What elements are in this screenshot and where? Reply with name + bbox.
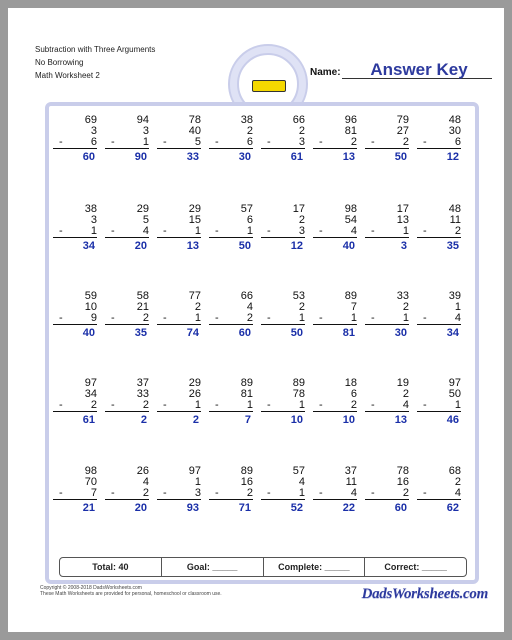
minuend: 48 xyxy=(448,203,461,215)
answer: 10 xyxy=(290,414,303,426)
subtrahend-2: 3 xyxy=(194,487,201,499)
minuend: 97 xyxy=(84,377,97,389)
answer: 3 xyxy=(400,240,407,252)
minus-sign: - xyxy=(163,487,167,499)
subtrahend-1: 1 xyxy=(194,476,201,488)
answer: 50 xyxy=(238,240,251,252)
subtrahend-1: 2 xyxy=(298,125,305,137)
answer: 46 xyxy=(446,414,459,426)
minuend: 29 xyxy=(136,203,149,215)
minuend: 69 xyxy=(84,114,97,126)
problem-item xyxy=(209,378,253,427)
subtrahend-2-row xyxy=(53,400,97,412)
answer: 20 xyxy=(134,240,147,252)
minus-sign: - xyxy=(319,136,323,148)
subtrahend-2-row xyxy=(261,137,305,149)
answer: 90 xyxy=(134,151,147,163)
answer: 33 xyxy=(186,151,199,163)
answer: 74 xyxy=(186,327,199,339)
subtrahend-2-row xyxy=(261,313,305,325)
problem-item xyxy=(157,204,201,253)
subtrahend-1: 11 xyxy=(449,214,461,226)
problem-item xyxy=(209,204,253,253)
problem-item xyxy=(105,204,149,253)
minus-sign: - xyxy=(267,487,271,499)
minuend: 66 xyxy=(240,290,253,302)
minus-sign: - xyxy=(267,312,271,324)
subtrahend-1: 2 xyxy=(194,301,201,313)
minuend: 58 xyxy=(136,290,149,302)
problem-item xyxy=(157,291,201,340)
subtrahend-1: 11 xyxy=(345,476,357,488)
subtrahend-2: 2 xyxy=(402,136,409,148)
minuend: 57 xyxy=(240,203,253,215)
answer: 35 xyxy=(446,240,459,252)
problem-item xyxy=(365,115,409,164)
subtrahend-2-row xyxy=(313,137,357,149)
problem-item xyxy=(53,466,97,515)
minuend: 59 xyxy=(84,290,97,302)
minus-sign: - xyxy=(111,136,115,148)
minuend: 68 xyxy=(448,465,461,477)
answer-key-title: Answer Key xyxy=(370,60,468,79)
problem-item xyxy=(105,466,149,515)
minus-sign: - xyxy=(59,487,63,499)
subtrahend-2: 6 xyxy=(246,136,253,148)
problem-item xyxy=(157,115,201,164)
answer: 34 xyxy=(446,327,459,339)
minuend: 89 xyxy=(240,465,253,477)
minus-sign: - xyxy=(215,399,219,411)
minuend: 77 xyxy=(188,290,201,302)
subtrahend-2: 2 xyxy=(350,399,357,411)
usage-notice: These Math Worksheets are provided for personal, homeschool or classroom use. xyxy=(40,591,222,597)
minuend: 29 xyxy=(188,377,201,389)
answer: 13 xyxy=(342,151,355,163)
problem-item xyxy=(105,291,149,340)
minus-sign: - xyxy=(423,399,427,411)
subtrahend-2: 2 xyxy=(402,487,409,499)
minuend: 79 xyxy=(396,114,409,126)
subtrahend-2: 4 xyxy=(402,399,409,411)
subtrahend-2: 4 xyxy=(454,487,461,499)
score-complete: Complete: _____ xyxy=(264,558,366,576)
subtrahend-2: 2 xyxy=(142,487,149,499)
minuend: 57 xyxy=(292,465,305,477)
subtrahend-1: 81 xyxy=(240,388,253,400)
problem-item xyxy=(157,466,201,515)
minus-sign: - xyxy=(215,136,219,148)
minuend: 98 xyxy=(84,465,97,477)
minuend: 19 xyxy=(396,377,409,389)
subtrahend-2: 1 xyxy=(350,312,357,324)
problem-item xyxy=(261,378,305,427)
problem-item xyxy=(157,378,201,427)
subtrahend-2-row xyxy=(261,400,305,412)
subtrahend-2: 2 xyxy=(246,487,253,499)
subtrahend-1: 6 xyxy=(246,214,253,226)
problem-item xyxy=(261,291,305,340)
problem-item xyxy=(261,466,305,515)
subtrahend-2-row xyxy=(53,226,97,238)
subtrahend-2-row xyxy=(209,226,253,238)
problem-item xyxy=(105,115,149,164)
minuend: 66 xyxy=(292,114,305,126)
minuend: 29 xyxy=(188,203,201,215)
subtrahend-1: 4 xyxy=(142,476,149,488)
minus-sign: - xyxy=(319,312,323,324)
subtrahend-2-row xyxy=(209,400,253,412)
minus-sign: - xyxy=(111,312,115,324)
subtrahend-1: 21 xyxy=(136,301,149,313)
subtrahend-1: 2 xyxy=(246,125,253,137)
minuend: 38 xyxy=(240,114,253,126)
subtrahend-1: 78 xyxy=(292,388,305,400)
subtrahend-2-row xyxy=(105,313,149,325)
minus-sign: - xyxy=(319,399,323,411)
subtrahend-2: 1 xyxy=(194,399,201,411)
subtrahend-1: 10 xyxy=(84,301,97,313)
problem-item xyxy=(53,378,97,427)
worksheet-title: Subtraction with Three Arguments xyxy=(35,45,156,54)
answer: 40 xyxy=(82,327,95,339)
answer: 61 xyxy=(290,151,303,163)
problem-item xyxy=(417,115,461,164)
subtrahend-2: 4 xyxy=(142,225,149,237)
minuend: 39 xyxy=(448,290,461,302)
minus-sign: - xyxy=(163,312,167,324)
minuend: 78 xyxy=(396,465,409,477)
minus-sign: - xyxy=(163,225,167,237)
answer: 62 xyxy=(446,502,459,514)
minus-sign: - xyxy=(215,312,219,324)
subtrahend-1: 4 xyxy=(298,476,305,488)
problem-item xyxy=(209,115,253,164)
minus-sign: - xyxy=(59,312,63,324)
minus-sign: - xyxy=(267,399,271,411)
minuend: 94 xyxy=(136,114,149,126)
subtrahend-1: 3 xyxy=(90,125,97,137)
answer: 2 xyxy=(140,414,147,426)
score-bar xyxy=(59,557,467,577)
problem-item xyxy=(313,204,357,253)
subtrahend-2-row xyxy=(209,137,253,149)
subtrahend-1: 2 xyxy=(402,301,409,313)
minuend: 89 xyxy=(240,377,253,389)
subtrahend-2-row xyxy=(365,488,409,500)
subtrahend-1: 2 xyxy=(298,214,305,226)
subtrahend-1: 1 xyxy=(454,301,461,313)
minuend: 89 xyxy=(292,377,305,389)
subtrahend-2-row xyxy=(105,226,149,238)
minuend: 98 xyxy=(344,203,357,215)
problem-item xyxy=(209,291,253,340)
problem-item xyxy=(53,204,97,253)
subtrahend-1: 50 xyxy=(448,388,461,400)
subtrahend-1: 27 xyxy=(396,125,409,137)
minus-sign: - xyxy=(59,225,63,237)
minus-sign: - xyxy=(111,487,115,499)
problem-item xyxy=(365,291,409,340)
answer: 30 xyxy=(238,151,251,163)
answer: 34 xyxy=(82,240,95,252)
problem-item xyxy=(365,466,409,515)
subtrahend-2: 1 xyxy=(298,312,305,324)
subtrahend-1: 7 xyxy=(350,301,357,313)
minuend: 96 xyxy=(344,114,357,126)
subtrahend-2: 1 xyxy=(142,136,149,148)
answer: 50 xyxy=(394,151,407,163)
answer: 12 xyxy=(290,240,303,252)
minuend: 17 xyxy=(292,203,305,215)
minuend: 17 xyxy=(396,203,409,215)
score-correct: Correct: _____ xyxy=(384,562,447,572)
subtrahend-2: 5 xyxy=(194,136,201,148)
subtrahend-1: 13 xyxy=(396,214,409,226)
answer: 10 xyxy=(342,414,355,426)
subtrahend-1: 81 xyxy=(344,125,357,137)
subtrahend-2-row xyxy=(365,137,409,149)
answer: 20 xyxy=(134,502,147,514)
name-label: Name: xyxy=(310,67,341,78)
problem-item xyxy=(365,378,409,427)
subtrahend-2-row xyxy=(105,400,149,412)
subtrahend-2-row xyxy=(53,488,97,500)
subtrahend-2: 1 xyxy=(298,399,305,411)
subtrahend-2: 9 xyxy=(90,312,97,324)
minus-sign: - xyxy=(267,136,271,148)
problem-item xyxy=(417,466,461,515)
answer: 61 xyxy=(82,414,95,426)
subtrahend-2-row xyxy=(365,400,409,412)
minus-sign: - xyxy=(163,399,167,411)
subtrahend-2: 1 xyxy=(246,399,253,411)
subtrahend-2: 4 xyxy=(350,487,357,499)
dadsworksheets-logo: DadsWorksheets.com xyxy=(361,586,488,602)
problem-item xyxy=(53,115,97,164)
minus-sign: - xyxy=(215,487,219,499)
problem-item xyxy=(313,378,357,427)
subtrahend-2: 3 xyxy=(298,225,305,237)
minuend: 78 xyxy=(188,114,201,126)
subtrahend-1: 15 xyxy=(188,214,201,226)
minuend: 97 xyxy=(448,377,461,389)
subtrahend-1: 26 xyxy=(188,388,201,400)
subtrahend-2-row xyxy=(313,488,357,500)
minus-sign: - xyxy=(267,225,271,237)
problem-item xyxy=(417,378,461,427)
answer: 60 xyxy=(238,327,251,339)
problem-item xyxy=(313,466,357,515)
minuend: 26 xyxy=(136,465,149,477)
minus-sign: - xyxy=(111,399,115,411)
subtrahend-2-row xyxy=(209,313,253,325)
minus-sign: - xyxy=(371,312,375,324)
problem-item xyxy=(53,291,97,340)
subtrahend-2: 4 xyxy=(454,312,461,324)
minus-sign: - xyxy=(319,487,323,499)
minus-sign: - xyxy=(371,225,375,237)
minuend: 48 xyxy=(448,114,461,126)
subtrahend-1: 2 xyxy=(298,301,305,313)
subtrahend-2-row xyxy=(157,226,201,238)
subtrahend-2: 7 xyxy=(90,487,97,499)
minus-sign: - xyxy=(319,225,323,237)
subtrahend-2-row xyxy=(53,137,97,149)
problem-item xyxy=(313,115,357,164)
problem-item xyxy=(417,291,461,340)
subtrahend-2: 1 xyxy=(402,225,409,237)
minuend: 37 xyxy=(344,465,357,477)
subtrahend-2-row xyxy=(261,226,305,238)
subtrahend-2: 2 xyxy=(142,399,149,411)
subtrahend-2-row xyxy=(209,488,253,500)
answer: 30 xyxy=(394,327,407,339)
answer: 13 xyxy=(394,414,407,426)
subtrahend-2-row xyxy=(53,313,97,325)
answer: 13 xyxy=(186,240,199,252)
subtrahend-2-row xyxy=(417,400,461,412)
subtrahend-1: 2 xyxy=(454,476,461,488)
subtrahend-2: 6 xyxy=(90,136,97,148)
subtrahend-1: 3 xyxy=(142,125,149,137)
subtrahend-2-row xyxy=(417,226,461,238)
answer: 60 xyxy=(82,151,95,163)
answer: 50 xyxy=(290,327,303,339)
subtrahend-1: 16 xyxy=(396,476,409,488)
subtrahend-2: 2 xyxy=(90,399,97,411)
subtrahend-2-row xyxy=(365,313,409,325)
subtrahend-1: 40 xyxy=(188,125,201,137)
problem-item xyxy=(261,204,305,253)
subtrahend-2: 2 xyxy=(350,136,357,148)
subtrahend-2-row xyxy=(313,400,357,412)
subtrahend-2-row xyxy=(261,488,305,500)
score-total: Total: 40 xyxy=(60,558,162,576)
problem-item xyxy=(209,466,253,515)
yellow-bar-icon xyxy=(252,80,286,92)
minus-sign: - xyxy=(423,487,427,499)
worksheet-page xyxy=(8,8,504,632)
worksheet-subtitle: No Borrowing xyxy=(35,58,84,67)
answer: 2 xyxy=(192,414,199,426)
subtrahend-2: 1 xyxy=(194,225,201,237)
subtrahend-2: 1 xyxy=(454,399,461,411)
subtrahend-1: 5 xyxy=(142,214,149,226)
subtrahend-2-row xyxy=(157,313,201,325)
subtrahend-2-row xyxy=(313,313,357,325)
subtrahend-1: 16 xyxy=(240,476,253,488)
minus-sign: - xyxy=(423,312,427,324)
problem-item xyxy=(261,115,305,164)
subtrahend-2: 1 xyxy=(298,487,305,499)
subtrahend-2: 3 xyxy=(298,136,305,148)
answer: 21 xyxy=(82,502,95,514)
answer: 60 xyxy=(394,502,407,514)
minus-sign: - xyxy=(371,136,375,148)
subtrahend-2: 6 xyxy=(454,136,461,148)
minus-sign: - xyxy=(371,399,375,411)
subtrahend-2: 1 xyxy=(402,312,409,324)
problem-item xyxy=(105,378,149,427)
subtrahend-2: 2 xyxy=(454,225,461,237)
minuend: 33 xyxy=(396,290,409,302)
subtrahend-1: 3 xyxy=(90,214,97,226)
subtrahend-1: 33 xyxy=(136,388,149,400)
answer: 40 xyxy=(342,240,355,252)
minus-sign: - xyxy=(215,225,219,237)
answer: 12 xyxy=(446,151,459,163)
minus-sign: - xyxy=(163,136,167,148)
worksheet-number: Math Worksheet 2 xyxy=(35,71,100,80)
problem-item xyxy=(417,204,461,253)
subtrahend-1: 4 xyxy=(246,301,253,313)
answer: 81 xyxy=(342,327,355,339)
subtrahend-2-row xyxy=(157,488,201,500)
subtrahend-1: 30 xyxy=(448,125,461,137)
answer: 52 xyxy=(290,502,303,514)
problem-item xyxy=(313,291,357,340)
minuend: 89 xyxy=(344,290,357,302)
score-goal: Goal: _____ xyxy=(162,558,264,576)
answer: 35 xyxy=(134,327,147,339)
answer: 7 xyxy=(244,414,251,426)
minus-sign: - xyxy=(423,136,427,148)
subtrahend-2-row xyxy=(313,226,357,238)
minus-sign: - xyxy=(111,225,115,237)
subtrahend-2: 1 xyxy=(90,225,97,237)
subtrahend-2: 1 xyxy=(246,225,253,237)
answer: 22 xyxy=(342,502,355,514)
subtrahend-2: 2 xyxy=(142,312,149,324)
answer: 71 xyxy=(238,502,251,514)
minus-sign: - xyxy=(371,487,375,499)
subtrahend-2-row xyxy=(157,137,201,149)
subtrahend-2-row xyxy=(105,137,149,149)
minus-sign: - xyxy=(59,399,63,411)
subtrahend-2-row xyxy=(417,488,461,500)
subtrahend-1: 6 xyxy=(350,388,357,400)
subtrahend-2: 2 xyxy=(246,312,253,324)
subtrahend-1: 54 xyxy=(344,214,357,226)
subtrahend-2-row xyxy=(157,400,201,412)
minus-sign: - xyxy=(59,136,63,148)
minuend: 37 xyxy=(136,377,149,389)
subtrahend-2: 4 xyxy=(350,225,357,237)
subtrahend-1: 2 xyxy=(402,388,409,400)
subtrahend-2-row xyxy=(417,313,461,325)
subtrahend-1: 70 xyxy=(84,476,97,488)
problem-item xyxy=(365,204,409,253)
copyright-text: Copyright © 2008-2018 DadsWorksheets.com xyxy=(40,585,142,591)
answer: 93 xyxy=(186,502,199,514)
subtrahend-2-row xyxy=(365,226,409,238)
subtrahend-2-row xyxy=(417,137,461,149)
subtrahend-2: 1 xyxy=(194,312,201,324)
minus-sign: - xyxy=(423,225,427,237)
minuend: 97 xyxy=(188,465,201,477)
minuend: 18 xyxy=(344,377,357,389)
minuend: 38 xyxy=(84,203,97,215)
subtrahend-2-row xyxy=(105,488,149,500)
minuend: 53 xyxy=(292,290,305,302)
subtrahend-1: 34 xyxy=(84,388,97,400)
